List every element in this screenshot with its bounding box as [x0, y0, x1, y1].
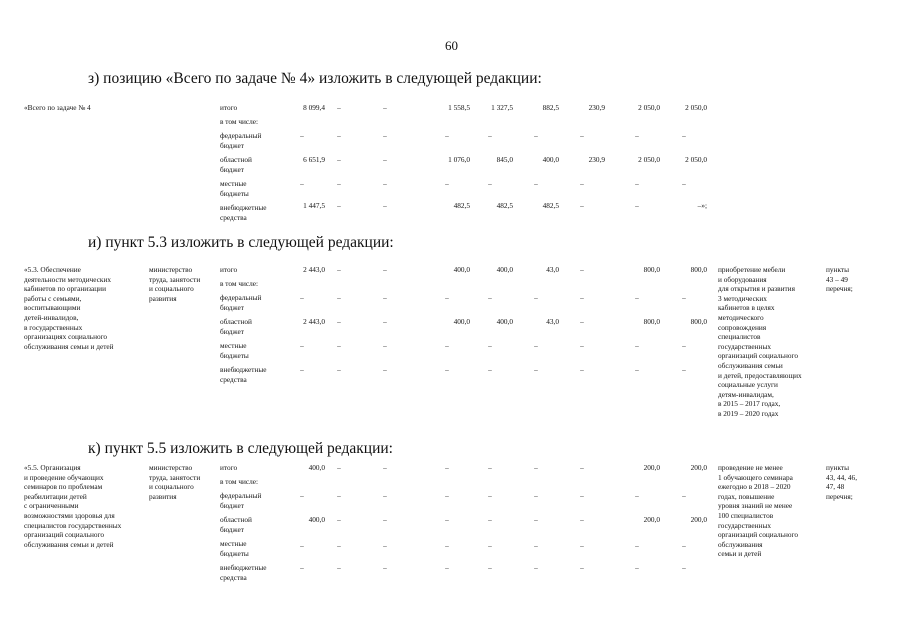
cell-itogo-col7: – [580, 265, 584, 274]
row-label-including [220, 117, 258, 127]
cell-vneb-col3: – [383, 563, 387, 572]
cell-oblast-col9: 800,0 [690, 317, 707, 326]
block2-name-line: воспитывающими [24, 303, 81, 313]
cell-itogo-col5: 400,0 [496, 265, 513, 274]
row-label-local-line: бюджеты [220, 548, 249, 558]
cell-itogo-col9: 200,0 [690, 463, 707, 472]
cell-federal-col2: – [337, 491, 341, 500]
cell-mest-col3: – [383, 541, 387, 550]
row-label-federal [220, 131, 261, 150]
row-label-regional [220, 317, 252, 336]
cell-mest-col9: – [682, 541, 686, 550]
block3-result-line: годах, повышение [718, 491, 775, 501]
cell-itogo-col1: 8 099,4 [303, 103, 325, 112]
block2-result-line: в 2019 – 2020 годах [718, 408, 779, 418]
block3-name-line: с ограниченными [24, 501, 79, 511]
cell-mest-col8: – [635, 341, 639, 350]
cell-oblast-col4: 1 076,0 [448, 155, 470, 164]
cell-oblast-col5: 400,0 [496, 317, 513, 326]
block2-name-line: детей-инвалидов, [24, 312, 79, 322]
cell-federal-col1: – [300, 131, 304, 140]
block3-reference-line: пункты [826, 463, 849, 472]
block2-result-line: для открытия и развития [718, 284, 795, 294]
cell-vneb-col8: – [635, 563, 639, 572]
row-label-federal-line: бюджет [220, 140, 244, 150]
cell-oblast-col4: 400,0 [453, 317, 470, 326]
cell-mest-col6: – [534, 341, 538, 350]
row-label-extrabudgetary [220, 203, 267, 222]
block2-result-line: организаций социального [718, 351, 798, 361]
row-label-local-line: бюджеты [220, 350, 249, 360]
block2-reference [826, 265, 898, 294]
cell-itogo-col3: – [383, 265, 387, 274]
cell-federal-col2: – [337, 293, 341, 302]
block2-executor-line: развития [149, 293, 177, 303]
row-label-extrabudgetary [220, 365, 267, 384]
cell-oblast-col4: – [445, 515, 449, 524]
row-label-extrabudgetary-line: средства [220, 572, 247, 582]
cell-itogo-col4: 1 558,5 [448, 103, 470, 112]
cell-oblast-col1: 6 651,9 [303, 155, 325, 164]
cell-itogo-col8: 800,0 [643, 265, 660, 274]
cell-vneb-col1: – [300, 563, 304, 572]
row-label-local-line: местные [220, 539, 247, 548]
cell-federal-col2: – [337, 131, 341, 140]
cell-federal-col4: – [445, 491, 449, 500]
cell-federal-col8: – [635, 293, 639, 302]
row-label-federal [220, 491, 261, 510]
heading-i: и) пункт 5.3 изложить в следующей редакции: [88, 234, 394, 251]
cell-mest-col3: – [383, 341, 387, 350]
block2-name [24, 265, 146, 351]
row-label-local [220, 179, 249, 198]
cell-federal-col7: – [580, 131, 584, 140]
row-label-including-line: в том числе: [220, 117, 259, 126]
block3-executor [149, 463, 219, 501]
cell-vneb-col5: – [488, 563, 492, 572]
block3-name-line: «5.5. Организация [24, 463, 81, 472]
row-label-extrabudgetary [220, 563, 267, 582]
row-label-total [220, 265, 237, 275]
block2-result-line: приобретение мебели [718, 265, 786, 274]
block3-executor-line: развития [149, 491, 177, 501]
block3-name-line: и проведение обучающих [24, 472, 104, 482]
cell-itogo-col5: 1 327,5 [491, 103, 513, 112]
cell-oblast-col8: 2 050,0 [638, 155, 660, 164]
cell-federal-col1: – [300, 491, 304, 500]
block3-executor-line: министерство [149, 463, 193, 472]
cell-vneb-col6: – [534, 365, 538, 374]
row-label-federal [220, 293, 261, 312]
row-label-total [220, 103, 237, 113]
block2-result-line: социальные услуги [718, 380, 778, 390]
row-label-federal-line: федеральный [220, 293, 262, 302]
cell-vneb-col9: –»; [697, 201, 707, 210]
block2-executor-line: и социального [149, 284, 194, 294]
row-label-including-line: в том числе: [220, 279, 259, 288]
row-label-local-line: местные [220, 341, 247, 350]
block1-name: «Всего по задаче № 4 [24, 103, 91, 112]
block3-executor-line: труда, занятости [149, 472, 201, 482]
row-label-local-line: местные [220, 179, 247, 188]
cell-itogo-col2: – [337, 265, 341, 274]
cell-itogo-col9: 2 050,0 [685, 103, 707, 112]
cell-itogo-col6: 882,5 [542, 103, 559, 112]
cell-vneb-col9: – [682, 365, 686, 374]
cell-mest-col3: – [383, 179, 387, 188]
cell-oblast-col1: 400,0 [308, 515, 325, 524]
cell-federal-col3: – [383, 293, 387, 302]
row-label-federal-line: федеральный [220, 491, 262, 500]
cell-mest-col7: – [580, 541, 584, 550]
cell-oblast-col9: 200,0 [690, 515, 707, 524]
block3-result-line: 100 специалистов [718, 510, 774, 520]
cell-vneb-col7: – [580, 201, 584, 210]
cell-oblast-col8: 800,0 [643, 317, 660, 326]
cell-mest-col9: – [682, 341, 686, 350]
cell-federal-col8: – [635, 131, 639, 140]
row-label-regional-line: бюджет [220, 326, 244, 336]
block2-name-line: обслуживания семьи и детей [24, 341, 114, 351]
block2-result-line: государственных [718, 341, 772, 351]
row-label-extrabudgetary-line: внебюджетные [220, 203, 267, 212]
cell-federal-col7: – [580, 491, 584, 500]
cell-federal-col3: – [383, 491, 387, 500]
row-label-extrabudgetary-line: средства [220, 212, 247, 222]
cell-itogo-col8: 200,0 [643, 463, 660, 472]
cell-federal-col6: – [534, 293, 538, 302]
block2-result-line: обслуживания семьи [718, 360, 783, 370]
cell-oblast-col1: 2 443,0 [303, 317, 325, 326]
cell-itogo-col4: 400,0 [453, 265, 470, 274]
block3-name-line: специалистов государственных [24, 520, 122, 530]
cell-federal-col7: – [580, 293, 584, 302]
block2-name-line: работы с семьями, [24, 293, 82, 303]
row-label-extrabudgetary-line: внебюджетные [220, 365, 267, 374]
block3-reference [826, 463, 898, 501]
cell-itogo-col4: – [445, 463, 449, 472]
cell-mest-col1: – [300, 179, 304, 188]
cell-federal-col6: – [534, 131, 538, 140]
row-label-regional-line: областной [220, 155, 252, 164]
cell-federal-col8: – [635, 491, 639, 500]
cell-federal-col4: – [445, 293, 449, 302]
cell-vneb-col4: – [445, 563, 449, 572]
cell-federal-col5: – [488, 491, 492, 500]
cell-oblast-col3: – [383, 515, 387, 524]
cell-itogo-col2: – [337, 463, 341, 472]
cell-oblast-col2: – [337, 317, 341, 326]
cell-mest-col4: – [445, 541, 449, 550]
cell-federal-col9: – [682, 131, 686, 140]
cell-vneb-col3: – [383, 365, 387, 374]
row-label-regional-line: бюджет [220, 164, 244, 174]
cell-itogo-col3: – [383, 463, 387, 472]
block2-reference-line: перечня; [826, 284, 853, 294]
cell-itogo-col6: – [534, 463, 538, 472]
cell-itogo-col5: – [488, 463, 492, 472]
cell-itogo-col2: – [337, 103, 341, 112]
cell-mest-col1: – [300, 541, 304, 550]
block3-reference-line: перечня; [826, 491, 853, 501]
cell-mest-col8: – [635, 541, 639, 550]
row-label-federal-line: бюджет [220, 500, 244, 510]
block2-name-line: организациях социального [24, 332, 108, 342]
block2-name-line: деятельности методических [24, 274, 112, 284]
cell-oblast-col5: – [488, 515, 492, 524]
cell-federal-col9: – [682, 491, 686, 500]
row-label-total-line: итого [220, 103, 238, 112]
cell-vneb-col2: – [337, 365, 341, 374]
row-label-total-line: итого [220, 463, 238, 472]
block3-result-line: государственных [718, 520, 772, 530]
row-label-regional-line: областной [220, 317, 252, 326]
cell-itogo-col3: – [383, 103, 387, 112]
row-label-local [220, 341, 249, 360]
block2-executor-line: министерство [149, 265, 193, 274]
block3-result-line: обслуживания [718, 539, 763, 549]
cell-mest-col8: – [635, 179, 639, 188]
cell-federal-col5: – [488, 131, 492, 140]
block2-result-line: в 2015 – 2017 годах, [718, 399, 781, 409]
block3-executor-line: и социального [149, 482, 194, 492]
cell-vneb-col8: – [635, 201, 639, 210]
cell-itogo-col7: – [580, 463, 584, 472]
cell-mest-col1: – [300, 341, 304, 350]
cell-oblast-col5: 845,0 [496, 155, 513, 164]
cell-vneb-col3: – [383, 201, 387, 210]
cell-oblast-col7: – [580, 515, 584, 524]
block2-executor [149, 265, 219, 303]
cell-mest-col4: – [445, 341, 449, 350]
block3-reference-line: 43, 44, 46, [826, 472, 858, 482]
cell-oblast-col6: 43,0 [546, 317, 559, 326]
cell-mest-col6: – [534, 541, 538, 550]
cell-vneb-col6: 482,5 [542, 201, 559, 210]
cell-mest-col5: – [488, 341, 492, 350]
row-label-regional-line: бюджет [220, 524, 244, 534]
cell-vneb-col7: – [580, 365, 584, 374]
block3-name-line: возможностями здоровья для [24, 510, 115, 520]
block2-result-line: специалистов [718, 332, 761, 342]
cell-itogo-col8: 2 050,0 [638, 103, 660, 112]
cell-mest-col4: – [445, 179, 449, 188]
block2-name-line: кабинетов по организации [24, 284, 106, 294]
block2-reference-line: пункты [826, 265, 849, 274]
block2-result-line: сопровождения [718, 322, 767, 332]
block2-result-line: и детей, предоставляющих [718, 370, 802, 380]
row-label-local-line: бюджеты [220, 188, 249, 198]
row-label-extrabudgetary-line: средства [220, 374, 247, 384]
cell-federal-col9: – [682, 293, 686, 302]
cell-oblast-col9: 2 050,0 [685, 155, 707, 164]
block3-result-line: организаций социального [718, 530, 798, 540]
cell-federal-col3: – [383, 131, 387, 140]
page-number: 60 [445, 38, 458, 53]
block3-result-line: ежегодно в 2018 – 2020 [718, 482, 791, 492]
row-label-local [220, 539, 249, 558]
block3-result-line: семьи и детей [718, 549, 762, 559]
row-label-including [220, 279, 258, 289]
block3-name-line: обслуживания семьи и детей [24, 539, 114, 549]
row-label-extrabudgetary-line: внебюджетные [220, 563, 267, 572]
cell-oblast-col6: 400,0 [542, 155, 559, 164]
cell-oblast-col2: – [337, 155, 341, 164]
cell-itogo-col7: 230,9 [588, 103, 605, 112]
block3-reference-line: 47, 48 [826, 482, 845, 492]
block3-name-line: семинаров по проблемам [24, 482, 103, 492]
cell-itogo-col1: 2 443,0 [303, 265, 325, 274]
cell-mest-col7: – [580, 341, 584, 350]
block2-name-line: «5.3. Обеспечение [24, 265, 81, 274]
cell-vneb-col6: – [534, 563, 538, 572]
row-label-total-line: итого [220, 265, 238, 274]
cell-vneb-col1: 1 447,5 [303, 201, 325, 210]
block3-result-line: проведение не менее [718, 463, 783, 472]
row-label-federal-line: бюджет [220, 302, 244, 312]
block3-name-line: реабилитации детей [24, 491, 87, 501]
cell-mest-col2: – [337, 341, 341, 350]
cell-mest-col5: – [488, 179, 492, 188]
block2-executor-line: труда, занятости [149, 274, 201, 284]
cell-oblast-col2: – [337, 515, 341, 524]
block2-name-line: в государственных [24, 322, 83, 332]
cell-vneb-col4: – [445, 365, 449, 374]
cell-vneb-col2: – [337, 201, 341, 210]
row-label-total [220, 463, 237, 473]
block3-name [24, 463, 154, 549]
row-label-including-line: в том числе: [220, 477, 259, 486]
block3-result-line: уровня знаний не менее [718, 501, 793, 511]
block3-result [718, 463, 828, 559]
cell-vneb-col9: – [682, 563, 686, 572]
block3-result-line: 1 обучающего семинара [718, 472, 793, 482]
cell-vneb-col5: – [488, 365, 492, 374]
row-label-regional-line: областной [220, 515, 252, 524]
cell-mest-col2: – [337, 541, 341, 550]
cell-itogo-col1: 400,0 [308, 463, 325, 472]
cell-vneb-col2: – [337, 563, 341, 572]
cell-oblast-col7: – [580, 317, 584, 326]
cell-oblast-col8: 200,0 [643, 515, 660, 524]
heading-z: з) позицию «Всего по задаче № 4» изложить в следующей редакции: [88, 70, 542, 87]
row-label-federal-line: федеральный [220, 131, 262, 140]
cell-mest-col9: – [682, 179, 686, 188]
block2-result-line: 3 методических [718, 293, 767, 303]
block2-result-line: и оборудования [718, 274, 767, 284]
cell-federal-col5: – [488, 293, 492, 302]
cell-mest-col5: – [488, 541, 492, 550]
block2-result-line: методического [718, 312, 764, 322]
block2-reference-line: 43 – 49 [826, 274, 848, 284]
row-label-regional [220, 155, 252, 174]
block2-result [718, 265, 828, 419]
cell-vneb-col5: 482,5 [496, 201, 513, 210]
cell-oblast-col3: – [383, 317, 387, 326]
cell-federal-col6: – [534, 491, 538, 500]
row-label-regional [220, 515, 252, 534]
cell-oblast-col7: 230,9 [588, 155, 605, 164]
cell-mest-col6: – [534, 179, 538, 188]
cell-federal-col4: – [445, 131, 449, 140]
block2-result-line: детям-инвалидам, [718, 389, 774, 399]
cell-federal-col1: – [300, 293, 304, 302]
cell-itogo-col6: 43,0 [546, 265, 559, 274]
heading-k: к) пункт 5.5 изложить в следующей редакции: [88, 440, 393, 457]
block2-result-line: кабинетов в целях [718, 303, 775, 313]
block3-name-line: организаций социального [24, 530, 104, 540]
cell-vneb-col4: 482,5 [453, 201, 470, 210]
cell-mest-col2: – [337, 179, 341, 188]
cell-oblast-col3: – [383, 155, 387, 164]
cell-vneb-col1: – [300, 365, 304, 374]
row-label-including [220, 477, 258, 487]
cell-mest-col7: – [580, 179, 584, 188]
cell-vneb-col7: – [580, 563, 584, 572]
cell-itogo-col9: 800,0 [690, 265, 707, 274]
cell-oblast-col6: – [534, 515, 538, 524]
cell-vneb-col8: – [635, 365, 639, 374]
